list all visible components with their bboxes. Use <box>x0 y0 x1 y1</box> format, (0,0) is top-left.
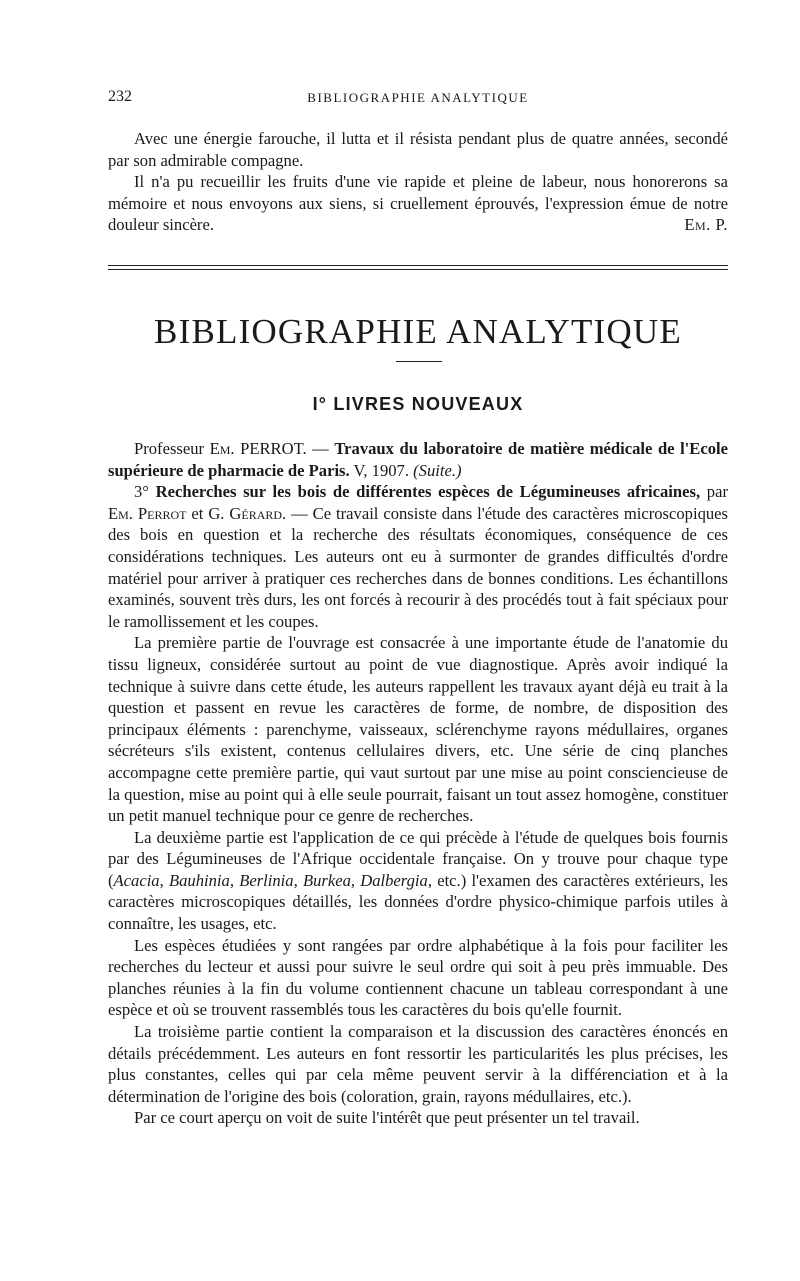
obituary-paragraph-2 <box>108 171 728 236</box>
paragraph-second-part <box>108 827 728 935</box>
running-header <box>108 88 728 110</box>
running-title: BIBLIOGRAPHIE ANALYTIQUE <box>307 90 529 105</box>
sub-author-2: G. Gérard <box>208 503 283 523</box>
section-title: BIBLIOGRAPHIE ANALYTIQUE <box>154 312 682 351</box>
sub-authors-lead: par <box>700 482 728 502</box>
second-part-text-b: etc.) l'examen des caractères extérieurs, les caractères microscopiques détaillés, les données d'ordre physico-chimique parfois utiles à connaître, les usages, etc. <box>108 870 728 934</box>
suite-note: (Suite.) <box>413 460 462 480</box>
paragraph-species: Les espèces étudiées y sont rangées par ordre alphabétique à la fois pour faciliter les recherches du lecteur et aussi pour suivre le seul ordre qui soit à peu près immuable. Des planches réunies à la fin du volume contiennent chacune un tableau correspondant à une espèce et où se trouvent rassemblés tous les caractères du bois qu'elle fournit. <box>108 935 728 1020</box>
title-underline <box>396 361 442 362</box>
entry-sub-study <box>108 481 728 632</box>
divider-rule-top <box>108 265 728 266</box>
entry-citation <box>108 438 728 481</box>
citation-separator: — <box>306 439 335 458</box>
obituary-block <box>108 128 728 236</box>
second-part-text-a: La deuxième partie est l'application de ce qui précède à l'étude de quelques bois fournis par des Légumineuses de l'Afrique occidentale française. On y trouve pour chaque type ( <box>108 827 728 890</box>
volume-info: V, 1907. <box>349 460 414 480</box>
paragraph-first-part: La première partie de l'ouvrage est consacrée à une importante étude de l'anatomie du tissu ligneux, considérée surtout au point de vue diagnostique. Après avoir indiqué la technique à suivre dans cette étude, les auteurs rappellent les travaux ayant déjà eu trait à la question et passent en revue les caractères de forme, de nombre, de disposition des principaux éléments : parenchyme, vaisseaux, sclérenchyme rayons médullaires, organes sécréteurs s'ils existent, contenus cellulaires divers, etc. Une série de cinq planches accompagne cette première partie, qui vaut surtout par une mise au point consciencieuse de la question, mise au point qui à elle seule pourrait, faisant un tout assez homogène, constituer un petit manuel technique pour ce genre de recherches. <box>108 633 728 826</box>
author-name: Em. PERROT. <box>209 439 307 458</box>
sub-title: Recherches sur les bois de différentes espèces de Légumineuses africaines, <box>155 482 701 502</box>
bibliography-entry <box>108 438 728 1129</box>
obituary-paragraph-1: Avec une énergie farouche, il lutta et il résista pendant plus de quatre années, secondé par son admirable compagne. <box>108 129 728 170</box>
signature: Em. P. <box>684 215 728 235</box>
author-prefix: Professeur <box>134 439 210 458</box>
page-number: 232 <box>108 88 132 105</box>
section-subtitle: I° LIVRES NOUVEAUX <box>312 394 524 414</box>
paragraph-third-part: La troisième partie contient la comparaison et la discussion des caractères énoncés en détails précédemment. Les auteurs en font ressortir les particularités les plus précises, les plus constantes, celles qui par cela même peuvent servir à la différenciation et à la détermination de l'origine des bois (coloration, grain, rayons médullaires, etc.). <box>108 1022 728 1106</box>
sub-author-1: Em. Perrot <box>108 503 187 523</box>
paragraph-conclusion: Par ce court aperçu on voit de suite l'intérêt que peut présenter un tel travail. <box>134 1108 640 1128</box>
sub-text: . — Ce travail consiste dans l'étude des caractères microscopiques des bois en question et la recherche des résultats économiques, conséquence de ces considérations techniques. Les auteurs ont eu à surmonter de grandes difficultés d'ordre matériel pour arriver à pratiquer ces recherches dans de bonnes conditions. Les échantillons examinés, souvent très durs, les ont forcés à recourir à des procédés tout à fait spéciaux pour le ramollissement et les coupes. <box>108 503 729 631</box>
work-title: Travaux du laboratoire de matière médicale de l'Ecole supérieure de pharmacie de Paris. <box>108 439 729 480</box>
sub-and: et <box>186 503 209 523</box>
genera-list: Acacia, Bauhinia, Berlinia, Burkea, Dalbergia, <box>113 870 432 890</box>
divider-rule-bottom <box>108 269 728 270</box>
obituary-paragraph-2-text: Il n'a pu recueillir les fruits d'une vie rapide et pleine de labeur, nous honorerons sa mémoire et nous envoyons aux siens, si cruellement éprouvés, l'expression émue de notre douleur sincère. <box>108 172 728 235</box>
sub-number: 3° <box>134 482 156 502</box>
